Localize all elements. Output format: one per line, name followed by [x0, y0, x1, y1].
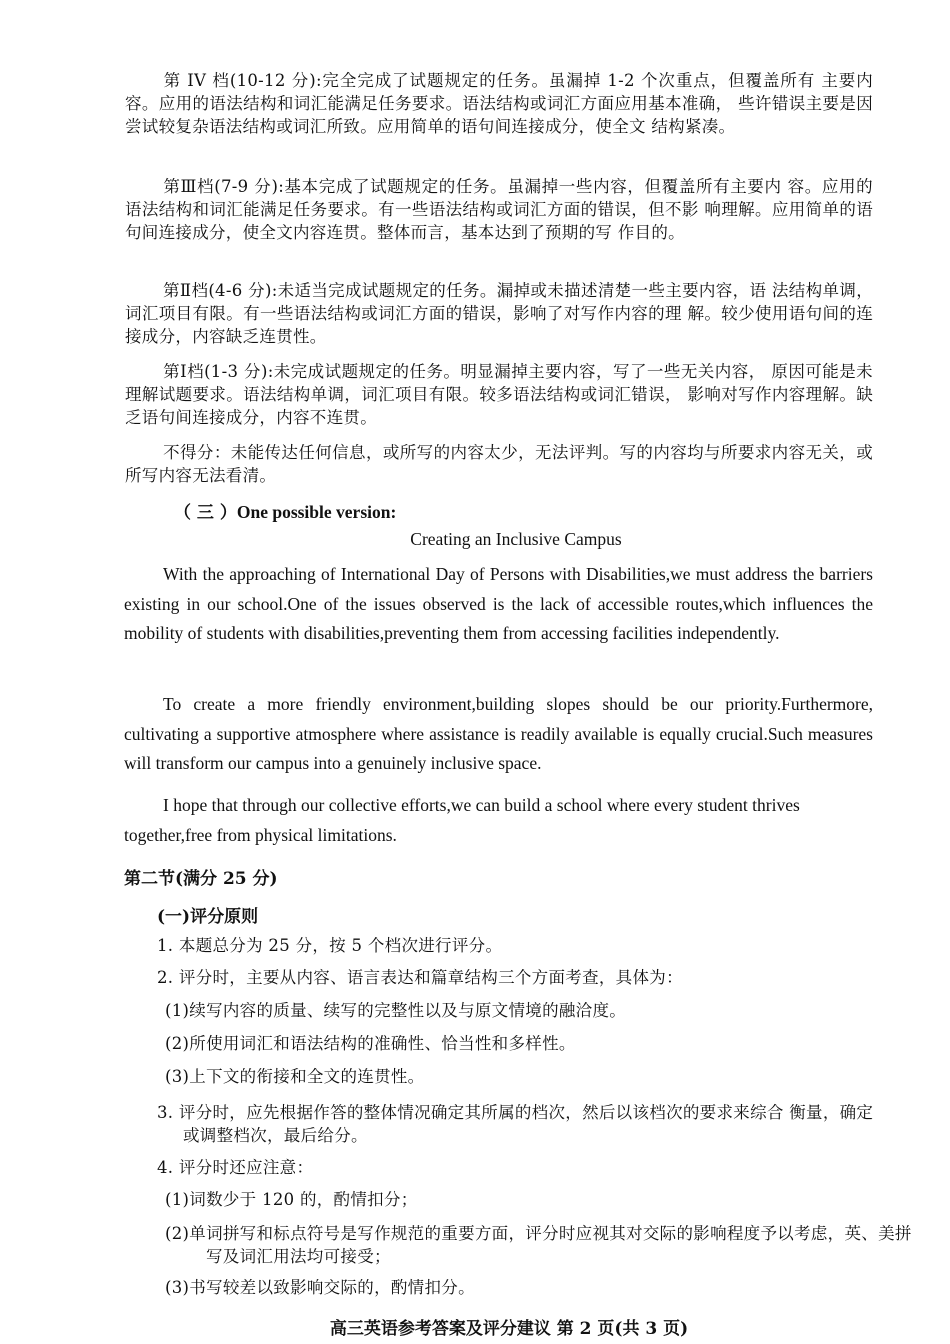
- grade-iii-paragraph: 第Ⅲ档(7-9 分):基本完成了试题规定的任务。虽漏掉一些内容，但覆盖所有主要内 容。应用的语法结构和词汇能满足任务要求。有一些语法结构或词汇方面的错误，但不影 响理解。应用简单的语句间连接成分，使全文内容连贯。整体而言，基本达到了预期的写 作目的。: [125, 177, 873, 242]
- principle-item-3: 3. 评分时，应先根据作答的整体情况确定其所属的档次，然后以该档次的要求来综合 衡量，确定或调整档次，最后给分。: [157, 1103, 874, 1145]
- essay-title: Creating an Inclusive Campus: [410, 529, 622, 549]
- principle-item-4-2: (2)单词拼写和标点符号是写作规范的重要方面，评分时应视其对交际的影响程度予以考虑，英、美拼写及词汇用法均可接受；: [165, 1224, 912, 1266]
- scoring-principles-heading: (一)评分原则: [157, 907, 259, 927]
- principle-item-2-3: (3)上下文的衔接和全文的连贯性。: [165, 1067, 425, 1086]
- principle-item-2: 2. 评分时，主要从内容、语言表达和篇章结构三个方面考查，具体为：: [157, 968, 683, 987]
- principle-item-4: 4. 评分时还应注意：: [157, 1158, 314, 1177]
- grade-iv-paragraph: 第 IV 档(10-12 分):完全完成了试题规定的任务。虽漏掉 1-2 个次重点，但覆盖所有 主要内容。应用的语法结构和词汇能满足任务要求。语法结构或词汇方面应用基本准确， 些许错误主要是因尝试较复杂语法结构或词汇所致。应用简单的语句间连接成分，使全文 结构紧凑。: [125, 71, 873, 136]
- section-2-heading: 第二节(满分 25 分): [124, 869, 278, 889]
- page-footer: 高三英语参考答案及评分建议 第 2 页(共 3 页): [329, 1319, 689, 1339]
- principle-item-1: 1. 本题总分为 25 分，按 5 个档次进行评分。: [157, 936, 503, 955]
- no-score-paragraph: 不得分：未能传达任何信息，或所写的内容太少，无法评判。写的内容均与所要求内容无关，或所写内容无法看清。: [125, 443, 873, 485]
- version-heading: （ 三 ）One possible version:: [174, 502, 397, 523]
- principle-item-4-1: (1)词数少于 120 的，酌情扣分；: [165, 1190, 418, 1209]
- grade-ii-paragraph: 第Ⅱ档(4-6 分):未适当完成试题规定的任务。漏掉或未描述清楚一些主要内容，语 法结构单调，词汇项目有限。有一些语法结构或词汇方面的错误，影响了对写作内容的理 解。较少使用语句间的连接成分，内容缺乏连贯性。: [125, 281, 873, 346]
- principle-item-2-2: (2)所使用词汇和语法结构的准确性、恰当性和多样性。: [165, 1034, 576, 1053]
- essay-paragraph-1: With the approaching of International Day of Persons with Disabilities,we must address the barriers existing in our school.One of the issues observed is the lack of accessible routes,which influences the mobility of students with disabilities,preventing them from accessing facilities independently.: [124, 564, 873, 643]
- essay-paragraph-2: To create a more friendly environment,building slopes should be our priority.Furthermore, cultivating a supportive atmosphere where assistance is readily available is equally crucial.Such measures will transform our campus into a genuinely inclusive space.: [124, 694, 873, 773]
- grade-i-paragraph: 第Ⅰ档(1-3 分):未完成试题规定的任务。明显漏掉主要内容，写了一些无关内容， 原因可能是未理解试题要求。语法结构单调，词汇项目有限。较多语法结构或词汇错误， 影响对写作内容理解。缺乏语句间连接成分，内容不连贯。: [125, 362, 873, 427]
- principle-item-2-1: (1)续写内容的质量、续写的完整性以及与原文情境的融洽度。: [165, 1001, 627, 1020]
- principle-item-4-3: (3)书写较差以致影响交际的，酌情扣分。: [165, 1278, 475, 1297]
- essay-paragraph-3: I hope that through our collective efforts,we can build a school where every student thrives together,free from physical limitations.: [124, 795, 800, 845]
